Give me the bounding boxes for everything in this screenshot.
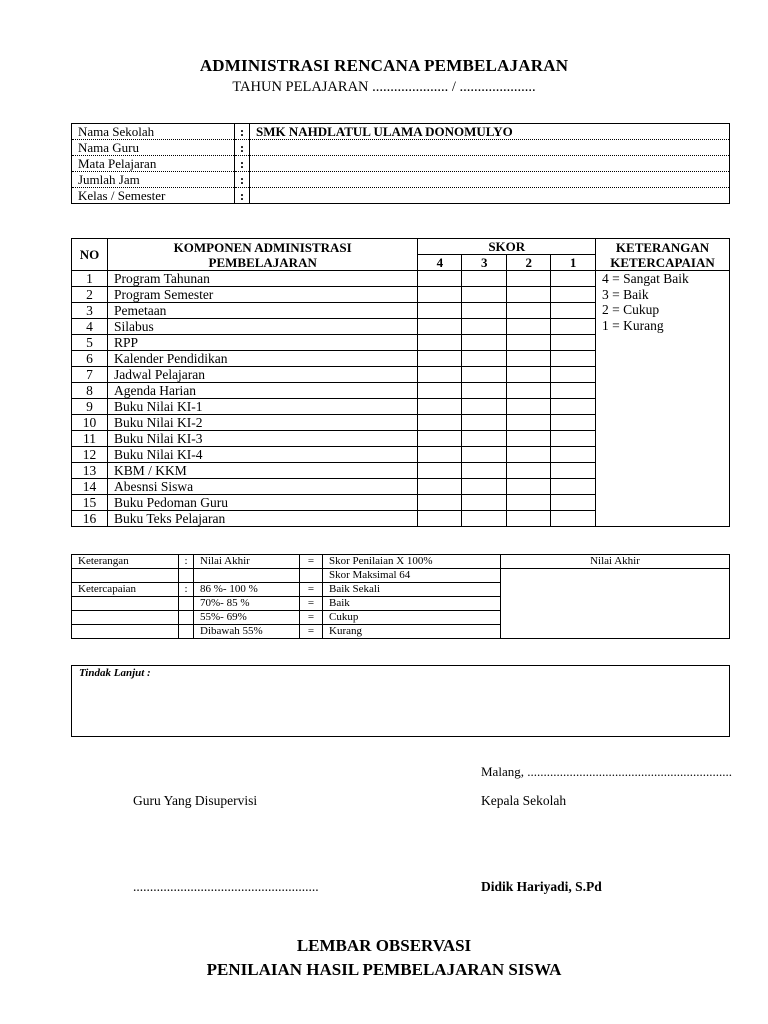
formula-denominator: Skor Maksimal 64 [323, 569, 501, 583]
component-name: Program Semester [107, 287, 417, 303]
score-2-cell[interactable] [507, 447, 551, 463]
score-3-cell[interactable] [462, 367, 507, 383]
component-name: Silabus [107, 319, 417, 335]
score-3-cell[interactable] [462, 463, 507, 479]
score-3-cell[interactable] [462, 447, 507, 463]
blank-cell [194, 569, 300, 583]
info-row [72, 140, 730, 156]
blank-cell [300, 569, 323, 583]
score-2-header: 2 [507, 255, 551, 271]
info-label: Kelas / Semester [78, 188, 166, 203]
score-2-cell[interactable] [507, 303, 551, 319]
component-name: Buku Nilai KI-1 [107, 399, 417, 415]
row-number: 1 [72, 271, 108, 287]
score-4-cell[interactable] [418, 463, 462, 479]
score-2-cell[interactable] [507, 351, 551, 367]
score-2-cell[interactable] [507, 479, 551, 495]
row-number: 3 [72, 303, 108, 319]
level-result: Baik Sekali [323, 583, 501, 597]
row-number: 11 [72, 431, 108, 447]
academic-year: TAHUN PELAJARAN ..................... / ..................... [232, 79, 536, 95]
info-label: Mata Pelajaran [72, 156, 235, 172]
score-1-cell[interactable] [551, 415, 596, 431]
page-title: ADMINISTRASI RENCANA PEMBELAJARAN [199, 56, 569, 75]
level-range: 70%- 85 % [194, 597, 300, 611]
komponen-header-line2: PEMBELAJARAN [208, 254, 317, 270]
score-3-cell[interactable] [462, 335, 507, 351]
score-1-cell[interactable] [551, 479, 596, 495]
level-result: Baik [323, 597, 501, 611]
info-value[interactable] [250, 188, 730, 204]
blank-cell [179, 597, 194, 611]
row-number: 9 [72, 399, 108, 415]
blank-cell [72, 611, 179, 625]
score-4-cell[interactable] [418, 511, 462, 527]
info-row [72, 124, 730, 140]
component-name: Pemetaan [107, 303, 417, 319]
observation-title: LEMBAR OBSERVASI [296, 936, 472, 955]
nilai-akhir-value [501, 569, 730, 639]
score-3-cell[interactable] [462, 431, 507, 447]
komponen-header-line1: KOMPONEN ADMINISTRASI [173, 239, 352, 255]
legend-item: 1 = Kurang [602, 317, 664, 333]
row-number: 13 [72, 463, 108, 479]
info-row [72, 188, 730, 204]
row-number: 14 [72, 479, 108, 495]
admin-component-table [71, 238, 730, 527]
component-name: KBM / KKM [107, 463, 417, 479]
score-4-cell[interactable] [418, 303, 462, 319]
blank-cell [179, 569, 194, 583]
info-label: Nama Guru [72, 140, 235, 156]
equals: = [300, 583, 323, 597]
colon: : [179, 583, 194, 597]
score-1-cell[interactable] [551, 319, 596, 335]
table-row [72, 271, 730, 287]
keterangan-legend [596, 271, 730, 527]
keterangan-header-line2: KETERCAPAIAN [610, 254, 715, 270]
col-komponen-header [107, 239, 417, 271]
score-3-cell[interactable] [462, 383, 507, 399]
blank-cell [179, 611, 194, 625]
score-4-cell[interactable] [418, 399, 462, 415]
row-number: 10 [72, 415, 108, 431]
row-number: 16 [72, 511, 108, 527]
score-2-cell[interactable] [507, 399, 551, 415]
component-name: Buku Pedoman Guru [107, 495, 417, 511]
colon: : [179, 555, 194, 569]
row-number: 6 [72, 351, 108, 367]
score-2-cell[interactable] [507, 431, 551, 447]
level-range: Dibawah 55% [194, 625, 300, 639]
score-1-cell[interactable] [551, 463, 596, 479]
score-1-header: 1 [551, 255, 596, 271]
score-4-cell[interactable] [418, 479, 462, 495]
col-skor-header: SKOR [418, 239, 596, 255]
score-2-cell[interactable] [507, 511, 551, 527]
score-1-cell[interactable] [551, 367, 596, 383]
component-name: RPP [107, 335, 417, 351]
col-no-header: NO [72, 239, 108, 271]
info-value[interactable] [250, 172, 730, 188]
score-4-header: 4 [418, 255, 462, 271]
blank-cell [72, 625, 179, 639]
blank-cell [179, 625, 194, 639]
score-3-cell[interactable] [462, 271, 507, 287]
score-3-cell[interactable] [462, 511, 507, 527]
scoring-table [71, 554, 730, 639]
component-name: Jadwal Pelajaran [107, 367, 417, 383]
score-2-cell[interactable] [507, 287, 551, 303]
score-4-cell[interactable] [418, 367, 462, 383]
observation-subtitle: PENILAIAN HASIL PEMBELAJARAN SISWA [206, 960, 562, 979]
info-colon: : [235, 156, 250, 172]
score-3-cell[interactable] [462, 479, 507, 495]
col-keterangan-header [596, 239, 730, 271]
score-1-cell[interactable] [551, 287, 596, 303]
score-2-cell[interactable] [507, 495, 551, 511]
score-3-cell[interactable] [462, 399, 507, 415]
score-1-cell[interactable] [551, 447, 596, 463]
info-colon: : [235, 188, 250, 204]
score-4-cell[interactable] [418, 287, 462, 303]
score-2-cell[interactable] [507, 383, 551, 399]
component-name: Program Tahunan [107, 271, 417, 287]
info-value[interactable]: SMK NAHDLATUL ULAMA DONOMULYO [250, 124, 730, 140]
info-colon: : [235, 124, 250, 140]
score-4-cell[interactable] [418, 335, 462, 351]
legend-item: 2 = Cukup [602, 302, 660, 318]
equals: = [300, 597, 323, 611]
place-date: Malang, ............................................................... [481, 764, 732, 779]
legend-item: 4 = Sangat Baik [602, 271, 689, 286]
level-range: 55%- 69% [194, 611, 300, 625]
equals: = [300, 611, 323, 625]
component-name: Buku Nilai KI-2 [107, 415, 417, 431]
score-1-cell[interactable] [551, 495, 596, 511]
principal-role: Kepala Sekolah [481, 793, 567, 808]
score-1-cell[interactable] [551, 399, 596, 415]
info-colon: : [235, 140, 250, 156]
score-1-cell[interactable] [551, 431, 596, 447]
score-2-cell[interactable] [507, 271, 551, 287]
level-result: Cukup [323, 611, 501, 625]
score-1-cell[interactable] [551, 271, 596, 287]
score-1-cell[interactable] [551, 351, 596, 367]
ketercapaian-label: Ketercapaian [72, 583, 179, 597]
component-name: Buku Nilai KI-3 [107, 431, 417, 447]
score-3-cell[interactable] [462, 495, 507, 511]
supervised-teacher-name: ....................................................... [133, 879, 319, 894]
score-4-cell[interactable] [418, 431, 462, 447]
row-number: 8 [72, 383, 108, 399]
score-3-cell[interactable] [462, 287, 507, 303]
keterangan-header-line1: KETERANGAN [615, 239, 710, 255]
row-number: 4 [72, 319, 108, 335]
score-2-cell[interactable] [507, 319, 551, 335]
tindak-lanjut-box [71, 665, 730, 737]
score-4-cell[interactable] [418, 495, 462, 511]
level-result: Kurang [323, 625, 501, 639]
school-info-table [71, 123, 730, 204]
score-3-cell[interactable] [462, 319, 507, 335]
nilai-akhir-label: Nilai Akhir [194, 555, 300, 569]
supervised-teacher-role: Guru Yang Disupervisi [133, 793, 258, 808]
score-2-cell[interactable] [507, 415, 551, 431]
score-4-cell[interactable] [418, 319, 462, 335]
component-name: Kalender Pendidikan [107, 351, 417, 367]
score-3-header: 3 [462, 255, 507, 271]
row-number: 2 [72, 287, 108, 303]
blank-cell [72, 569, 179, 583]
equals: = [300, 625, 323, 639]
formula-numerator: Skor Penilaian X 100% [323, 555, 501, 569]
row-number: 12 [72, 447, 108, 463]
row-number: 5 [72, 335, 108, 351]
keterangan-label: Keterangan [72, 555, 179, 569]
component-name: Buku Nilai KI-4 [107, 447, 417, 463]
score-4-cell[interactable] [418, 447, 462, 463]
principal-name: Didik Hariyadi, S.Pd [481, 879, 602, 894]
score-1-cell[interactable] [551, 383, 596, 399]
row-number: 15 [72, 495, 108, 511]
legend-item: 3 = Baik [602, 286, 649, 302]
score-3-cell[interactable] [462, 303, 507, 319]
score-2-cell[interactable] [507, 367, 551, 383]
info-value[interactable] [250, 140, 730, 156]
component-name: Abesnsi Siswa [107, 479, 417, 495]
info-row [72, 156, 730, 172]
info-colon: : [235, 172, 250, 188]
info-value[interactable] [250, 156, 730, 172]
score-2-cell[interactable] [507, 463, 551, 479]
blank-cell [72, 597, 179, 611]
level-range: 86 %- 100 % [194, 583, 300, 597]
component-name: Buku Teks Pelajaran [107, 511, 417, 527]
score-3-cell[interactable] [462, 351, 507, 367]
score-1-cell[interactable] [551, 335, 596, 351]
score-1-cell[interactable] [551, 303, 596, 319]
row-number: 7 [72, 367, 108, 383]
score-4-cell[interactable] [418, 415, 462, 431]
score-2-cell[interactable] [507, 335, 551, 351]
score-3-cell[interactable] [462, 415, 507, 431]
nilai-akhir-header: Nilai Akhir [501, 555, 730, 569]
score-4-cell[interactable] [418, 383, 462, 399]
component-name: Agenda Harian [107, 383, 417, 399]
tindak-lanjut-label: Tindak Lanjut : [79, 667, 151, 679]
score-1-cell[interactable] [551, 511, 596, 527]
score-4-cell[interactable] [418, 271, 462, 287]
info-label: Jumlah Jam [72, 172, 235, 188]
info-label: Nama Sekolah [72, 124, 235, 140]
equals: = [300, 555, 323, 569]
score-4-cell[interactable] [418, 351, 462, 367]
info-row [72, 172, 730, 188]
